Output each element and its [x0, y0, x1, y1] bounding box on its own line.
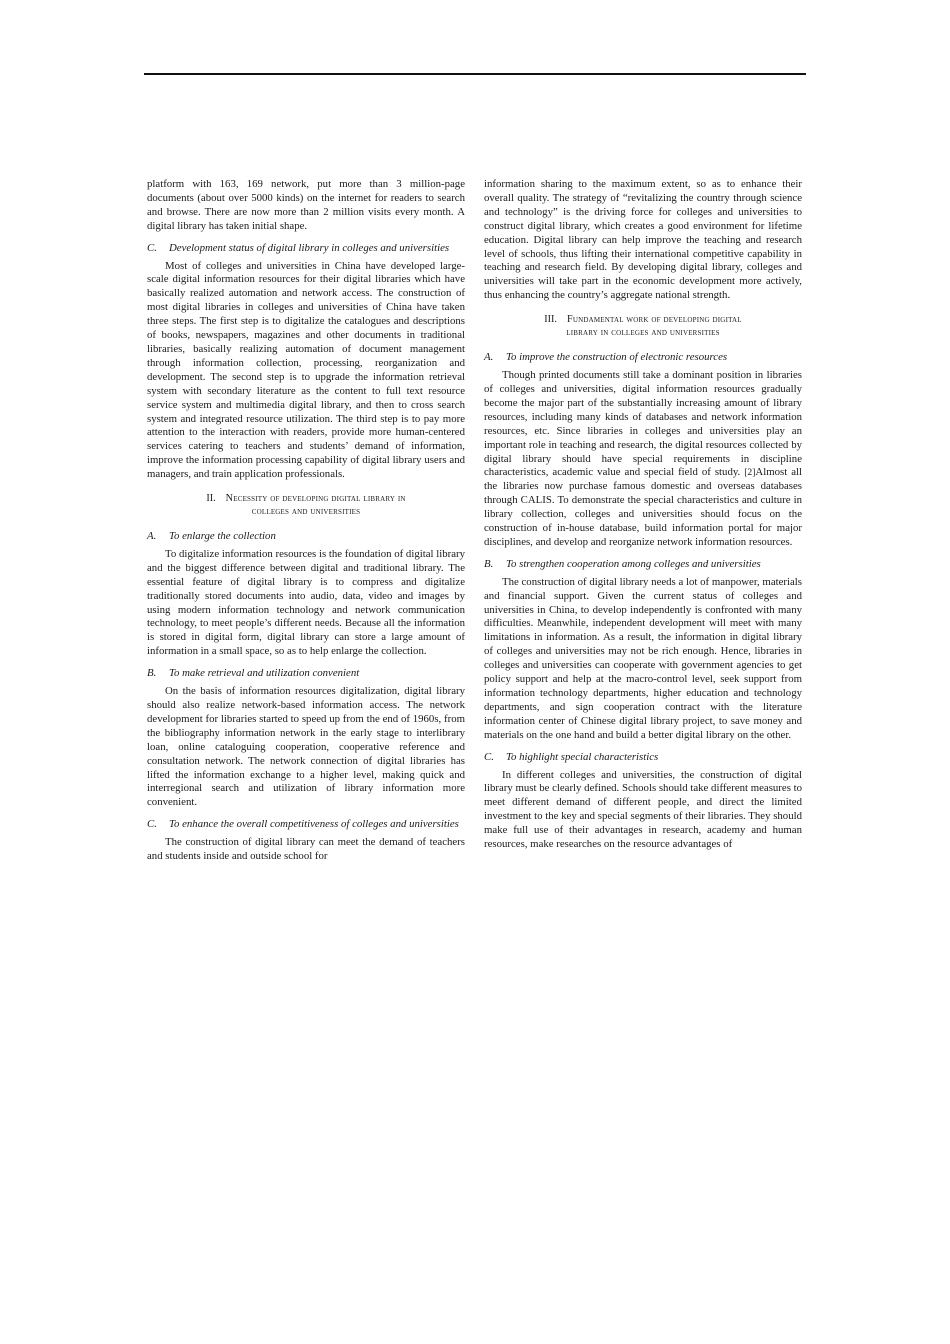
paragraph: [484, 369, 802, 550]
section-title-line1: Necessity of developing digital library in: [225, 493, 406, 505]
subsection-title: Development status of digital library in colleges and universities: [169, 241, 450, 254]
subsection-heading: [484, 351, 802, 365]
section-number: II.: [206, 493, 216, 505]
section-number: III.: [544, 314, 557, 326]
subsection-title: To improve the construction of electronic resources: [506, 351, 728, 364]
left-column: [147, 178, 465, 864]
subsection-letter: C.: [147, 241, 157, 254]
subsection-letter: A.: [484, 351, 494, 364]
subsection-letter: C.: [484, 750, 494, 763]
subsection-heading: [147, 667, 465, 681]
paragraph: The construction of digital library can meet the demand of teachers and students inside and outside school for: [147, 836, 465, 863]
citation-reference: [2]: [744, 467, 756, 479]
subsection-title: To enhance the overall competitiveness of colleges and universities: [169, 818, 459, 831]
paragraph-text: Though printed documents still take a dominant position in libraries of colleges and universities, digital information resources gradually become the major part of the substantially increasing amount of library resources, including many kinds of databases and network information resources, etc. Since libraries in colleges and universities play an important role in teaching and research, the digital resources collected by digital library should have special requirements in discipline characteristics, academic value and special field of study.: [484, 369, 802, 479]
paragraph: platform with 163, 169 network, put more than 3 million-page documents (about over 5000 kinds) on the internet for readers to search and browse. There are now more than 2 million visits every month. A digital library has taken initial shape.: [147, 178, 465, 232]
paragraph: In different colleges and universities, the construction of digital library must be clearly defined. Schools should take different measures to meet different demand of different people, and direct the limited investment to the key and special segments of their libraries. They should make full use of their advantages in research, academy and human resources, make researches on the resource advantages of: [484, 768, 802, 851]
subsection-heading: [484, 558, 802, 572]
section-heading: [147, 492, 465, 518]
paragraph: To digitalize information resources is the foundation of digital library and the biggest difference between digital and traditional library. The essential feature of digital library is to compress and digitalize traditionally stored documents into audio, data, video and images by using modern information technology and network communication technology, to meet people’s different needs. Because all the information is stored in digital form, digital library can store a large amount of information in a small space, so as to help enlarge the collection.: [147, 547, 465, 658]
subsection-letter: C.: [147, 818, 157, 831]
subsection-heading: [147, 530, 465, 544]
subsection-title: To strengthen cooperation among colleges and universities: [506, 557, 761, 570]
paragraph: On the basis of information resources digitalization, digital library should also realize network-based information access. The network development for libraries started to speed up from the end of 1960s, from the bibliography information network in the early stage to interlibrary loan, online cataloguing cooperation, cooperative reference and consultation network. The network connection of digital libraries has lifted the information exchange to a higher level, making quick and interregional search and utilization of library information more convenient.: [147, 685, 465, 809]
subsection-letter: A.: [147, 530, 157, 543]
subsection-heading: [147, 818, 465, 832]
header-rule: [144, 73, 806, 75]
section-heading: [484, 313, 802, 339]
subsection-title: To highlight special characteristics: [506, 750, 659, 763]
subsection-title: To enlarge the collection: [169, 530, 276, 543]
paragraph-text: Almost all the libraries now purchase famous domestic and overseas databases through CALIS. To demonstrate the special characteristics and culture in library collection, colleges and universities should focus on the construction of in-house database, build information portal for major disciplines, and develop and reorganize network information resources.: [484, 466, 802, 548]
paragraph: The construction of digital library needs a lot of manpower, materials and financial support. Given the current status of colleges and universities in China, to develop independently is confronted with many difficulties. Meanwhile, independent development will meet with many limitations in information. As a result, the information in digital library of colleges and universities may not be rich enough. Hence, libraries in colleges and universities can cooperate with government agencies to get policy support and help at the macro-control level, seek support from information technology departments, higher education and technology departments, and sign cooperation contract with the literature information center of Chinese digital library project, to save money and materials on the one hand and build a better digital library on the other.: [484, 575, 802, 741]
subsection-heading: [484, 751, 802, 765]
section-title-line2: library in colleges and universities: [566, 327, 720, 339]
right-column: [484, 178, 802, 852]
paragraph: Most of colleges and universities in China have developed large-scale digital information resources for their digital libraries which have basically realized automation and network access. The construction of most digital libraries in colleges and universities of China have taken three steps. The first step is to digitalize the catalogues and descriptions of books, newspapers, magazines and other documents in traditional libraries, basically realizing automation of document management through information collection, processing, reorganization and development. The second step is to upgrade the information retrieval system with secondary literature as the content to full text resource service system and multimedia digital library, and then to cross search system and integrated resource utilization. The third step is to pay more attention to the interaction with readers, provide more human-centered services catering to teachers and students’ demand of information, improve the information processing capability of digital library users and managers, and train application professionals.: [147, 259, 465, 481]
subsection-letter: B.: [147, 667, 157, 680]
section-title-line1: Fundamental work of developing digital: [566, 314, 742, 326]
paragraph: information sharing to the maximum extent, so as to enhance their overall quality. The strategy of “revitalizing the country through science and technology” is the driving force for colleges and universities to construct digital library, which creates a good environment for lifetime education. Digital library can help improve the teaching and research level of schools, thus lifting their international competitive capability in teaching and research field. By developing digital library, colleges and universities will take part in the economic development more actively, thus enhancing the country’s aggregate national strength.: [484, 178, 802, 302]
section-title-line2: colleges and universities: [251, 506, 361, 518]
subsection-heading: [147, 242, 465, 256]
subsection-letter: B.: [484, 557, 494, 570]
subsection-title: To make retrieval and utilization convenient: [169, 667, 360, 680]
